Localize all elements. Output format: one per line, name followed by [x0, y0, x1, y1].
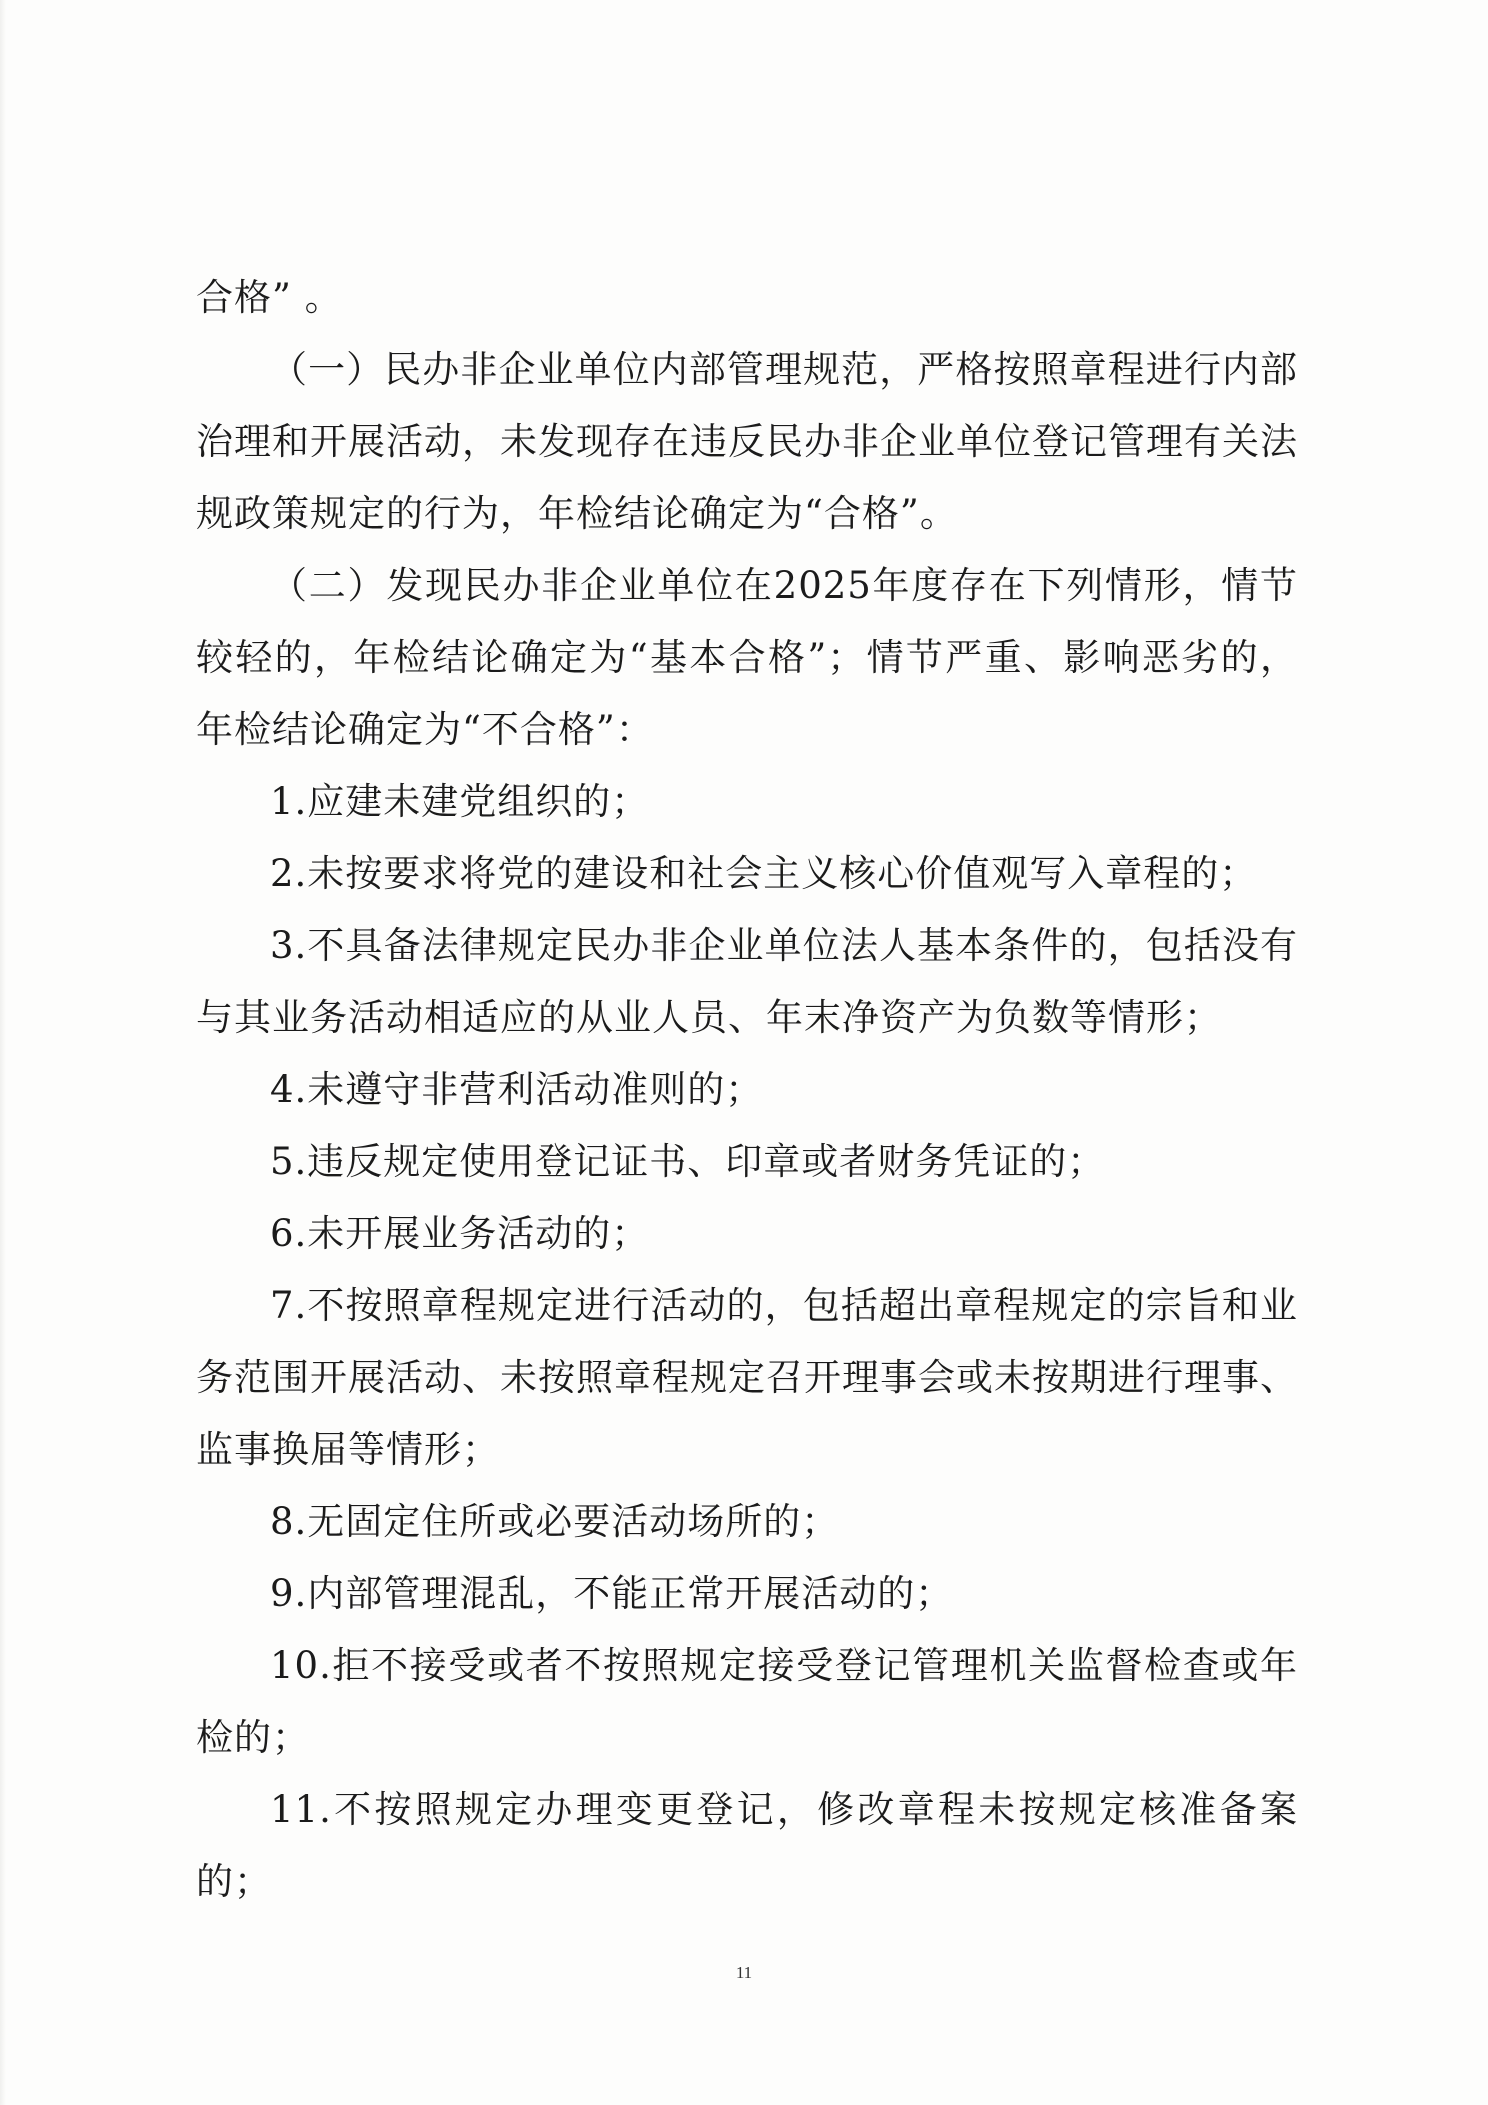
- list-item-9: 9.内部管理混乱，不能正常开展活动的；: [270, 1572, 954, 1615]
- list-item-1: 1.应建未建党组织的；: [270, 780, 650, 823]
- list-item-10: 10.拒不接受或者不按照规定接受登记管理机关监督检查或年检的；: [196, 1644, 1298, 1759]
- paragraph-continuation: 合格” 。: [196, 276, 343, 319]
- paragraph-section-2: （二）发现民办非企业单位在2025年度存在下列情形，情节较轻的，年检结论确定为“基本合格”；情节严重、影响恶劣的，年检结论确定为“不合格”：: [196, 564, 1298, 751]
- list-item-3: 3.不具备法律规定民办非企业单位法人基本条件的，包括没有与其业务活动相适应的从业人员、年末净资产为负数等情形；: [196, 924, 1298, 1039]
- list-item-11: 11.不按照规定办理变更登记，修改章程未按规定核准备案的；: [196, 1788, 1298, 1903]
- list-item-7: 7.不按照章程规定进行活动的，包括超出章程规定的宗旨和业务范围开展活动、未按照章程规定召开理事会或未按期进行理事、监事换届等情形；: [196, 1284, 1298, 1471]
- page-number: 11: [735, 1963, 753, 1982]
- list-item-5: 5.违反规定使用登记证书、印章或者财务凭证的；: [270, 1140, 1106, 1183]
- scan-edge: [0, 0, 6, 2105]
- list-item-2: 2.未按要求将党的建设和社会主义核心价值观写入章程的；: [270, 852, 1258, 895]
- list-item-8: 8.无固定住所或必要活动场所的；: [270, 1500, 840, 1543]
- list-item-4: 4.未遵守非营利活动准则的；: [270, 1068, 764, 1111]
- paragraph-section-1: （一）民办非企业单位内部管理规范，严格按照章程进行内部治理和开展活动，未发现存在违反民办非企业单位登记管理有关法规政策规定的行为，年检结论确定为“合格”。: [196, 348, 1298, 535]
- document-body: [196, 262, 1298, 1918]
- list-item-6: 6.未开展业务活动的；: [270, 1212, 650, 1255]
